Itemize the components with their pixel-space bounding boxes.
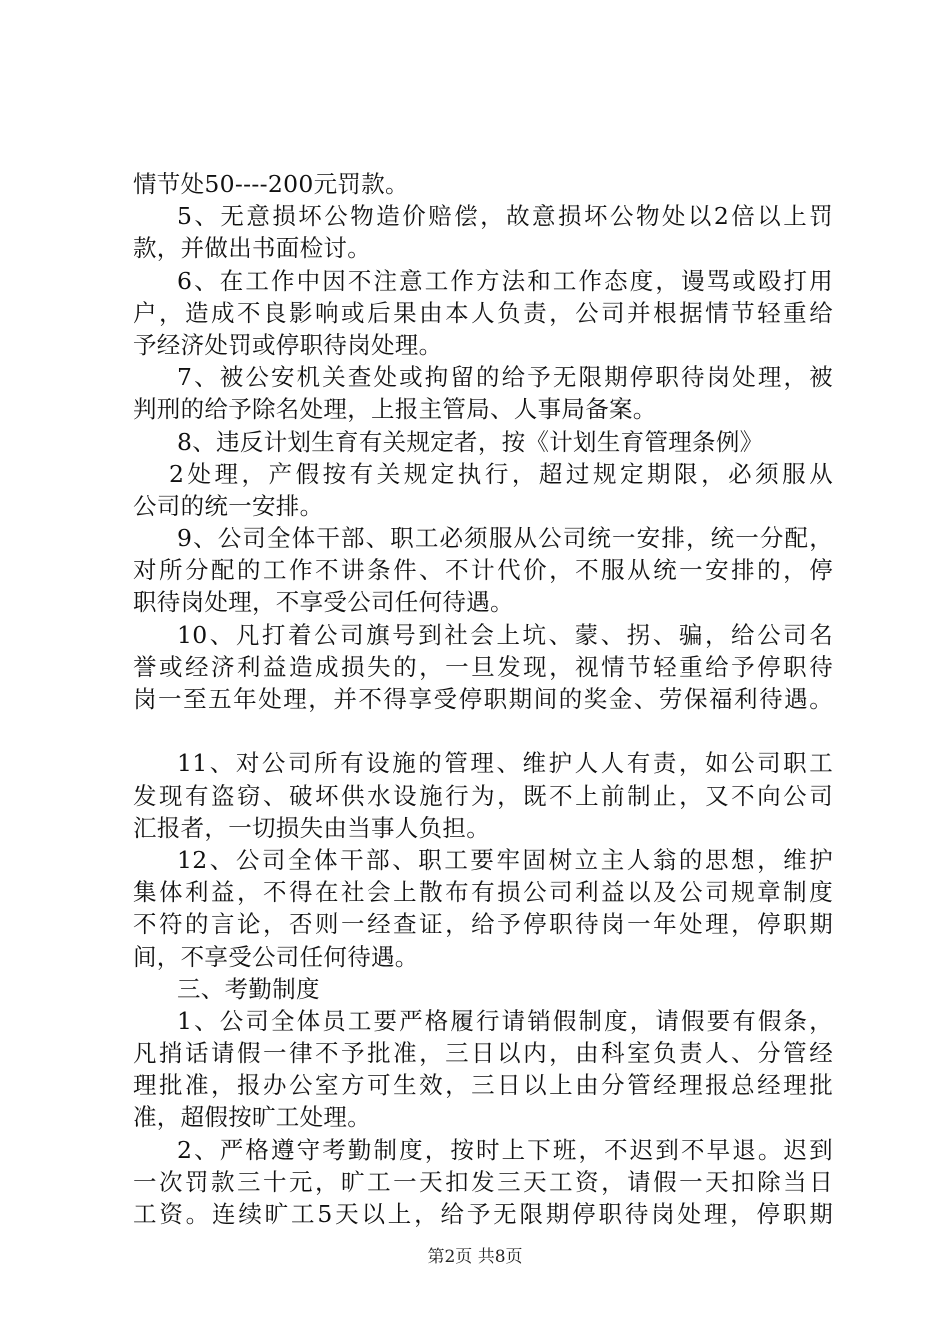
text-line: 判刑的给予除名处理，上报主管局、人事局备案。: [133, 395, 657, 424]
text-line: 予经济处罚或停职待岗处理。: [133, 330, 443, 359]
text-line: 12、公司全体干部、职工要牢固树立主人翁的思想，维护: [177, 845, 833, 874]
text-line: 准，超假按旷工处理。: [133, 1103, 371, 1132]
text-line: 发现有盗窃、破坏供水设施行为，既不上前制止，又不向公司: [133, 781, 833, 810]
text-line: 1、公司全体员工要严格履行请销假制度，请假要有假条，: [177, 1006, 833, 1035]
text-line: 情节处50----200元罚款。: [133, 170, 409, 198]
text-line: 10、凡打着公司旗号到社会上坑、蒙、拐、骗，给公司名: [177, 620, 833, 649]
text-line: 职待岗处理，不享受公司任何待遇。: [133, 588, 514, 617]
text-line: 一次罚款三十元，旷工一天扣发三天工资，请假一天扣除当日: [133, 1167, 833, 1196]
text-line: 6、在工作中因不注意工作方法和工作态度，谩骂或殴打用: [177, 266, 833, 295]
text-line: 款，并做出书面检讨。: [133, 234, 371, 263]
text-line: 2、严格遵守考勤制度，按时上下班，不迟到不早退。迟到: [177, 1135, 833, 1164]
text-line: 誉或经济利益造成损失的，一旦发现，视情节轻重给予停职待: [133, 652, 833, 681]
text-line: 集体利益，不得在社会上散布有损公司利益以及公司规章制度: [133, 878, 833, 907]
text-line: 9、公司全体干部、职工必须服从公司统一安排，统一分配，: [177, 524, 833, 553]
document-body: [133, 168, 833, 1230]
text-line: 理批准，报办公室方可生效，三日以上由分管经理报总经理批: [133, 1071, 833, 1100]
text-line: 11、对公司所有设施的管理、维护人人有责，如公司职工: [177, 749, 833, 778]
text-line: 间，不享受公司任何待遇。: [133, 942, 419, 971]
paragraph-gap: [133, 715, 833, 747]
text-line: 不符的言论，否则一经查证，给予停职待岗一年处理，停职期: [133, 910, 833, 939]
text-line: 5、无意损坏公物造价赔偿，故意损坏公物处以2倍以上罚: [177, 202, 833, 231]
text-line: 工资。连续旷工5天以上，给予无限期停职待岗处理，停职期: [133, 1200, 833, 1228]
text-line: 汇报者，一切损失由当事人负担。: [133, 813, 490, 842]
text-line: 7、被公安机关查处或拘留的给予无限期停职待岗处理，被: [177, 363, 833, 392]
section-heading: 三、考勤制度: [177, 974, 320, 1003]
text-line: 户，造成不良影响或后果由本人负责，公司并根据情节轻重给: [133, 298, 833, 327]
text-line: 公司的统一安排。: [133, 491, 324, 520]
page-footer: 第2页 共8页: [427, 1247, 523, 1267]
text-line: 对所分配的工作不讲条件、不计代价，不服从统一安排的，停: [133, 556, 833, 585]
text-line: 2处理，产假按有关规定执行，超过规定期限，必须服从: [169, 459, 833, 488]
text-line: 岗一至五年处理，并不得享受停职期间的奖金、劳保福利待遇。: [133, 685, 833, 713]
text-line: 凡捎话请假一律不予批准，三日以内，由科室负责人、分管经: [133, 1039, 833, 1068]
text-line: 8、违反计划生育有关规定者，按《计划生育管理条例》: [177, 427, 764, 456]
